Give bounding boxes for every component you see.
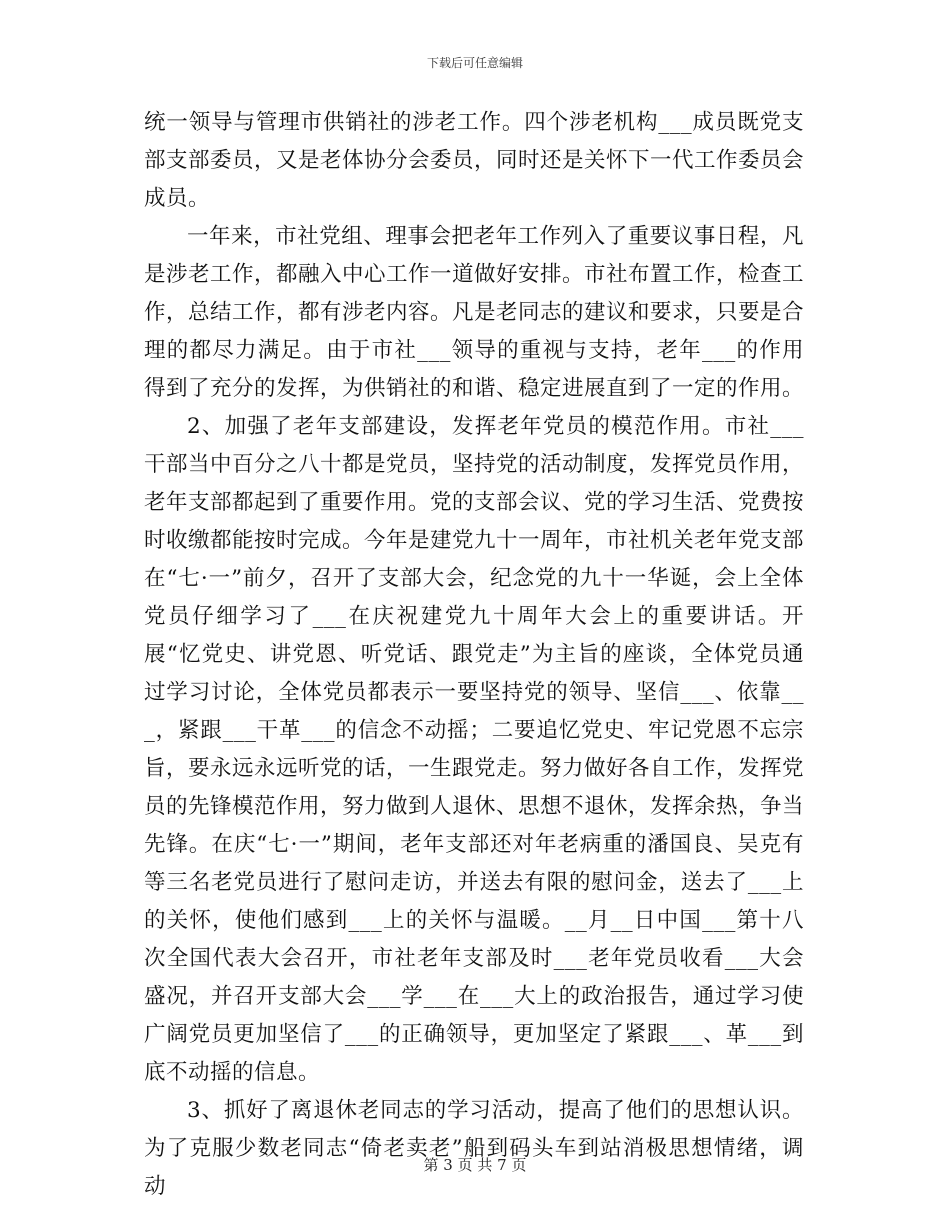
page-header: 下载后可任意编辑 bbox=[426, 56, 523, 70]
document-body bbox=[144, 104, 804, 1206]
paragraph-3: 2、加强了老年支部建设，发挥老年党员的模范作用。市社___干部当中百分之八十都是党员，坚持党的活动制度，发挥党员作用，老年支部都起到了重要作用。党的支部会议、党的学习生活、党费按时收缴都能按时完成。今年是建党九十一周年，市社机关老年党支部在“七·一”前夕，召开了支部大会，纪念党的九十一华诞，会上全体党员仔细学习了___在庆祝建党九十周年大会上的重要讲话。开展“忆党史、讲党恩、听党话、跟党走”为主旨的座谈，全体党员通过学习讨论，全体党员都表示一要坚持党的领导、坚信___、依靠___，紧跟___干革___的信念不动摇；二要追忆党史、牢记党恩不忘宗旨，要永远永远听党的话，一生跟党走。努力做好各自工作，发挥党员的先锋模范作用，努力做到人退休、思想不退休，发挥余热，争当先锋。在庆“七·一”期间，老年支部还对年老病重的潘国良、吴克有等三名老党员进行了慰问走访，并送去有限的慰问金，送去了___上的关怀，使他们感到___上的关怀与温暖。__月__日中国___第十八次全国代表大会召开，市社老年支部及时___老年党员收看___大会盛况，并召开支部大会___学___在___大上的政治报告，通过学习使广阔党员更加坚信了___的正确领导，更加坚定了紧跟___、革___到底不动摇的信息。 bbox=[144, 414, 805, 1085]
paragraph-1: 统一领导与管理市供销社的涉老工作。四个涉老机构___成员既党支部支部委员，又是老体协分会委员，同时还是关怀下一代工作委员会成员。 bbox=[144, 110, 805, 211]
paragraph-4: 3、抓好了离退休老同志的学习活动，提高了他们的思想认识。为了克服少数老同志“倚老卖老”船到码头车到站消极思想情绪，调动 bbox=[144, 1098, 804, 1199]
page-footer: 第 3 页 共 7 页 bbox=[423, 1156, 527, 1174]
paragraph-2: 一年来，市社党组、理事会把老年工作列入了重要议事日程，凡是涉老工作，都融入中心工作一道做好安排。市社布置工作，检查工作，总结工作，都有涉老内容。凡是老同志的建议和要求，只要是合理的都尽力满足。由于市社___领导的重视与支持，老年___的作用得到了充分的发挥，为供销社的和谐、稳定进展直到了一定的作用。 bbox=[144, 224, 805, 401]
